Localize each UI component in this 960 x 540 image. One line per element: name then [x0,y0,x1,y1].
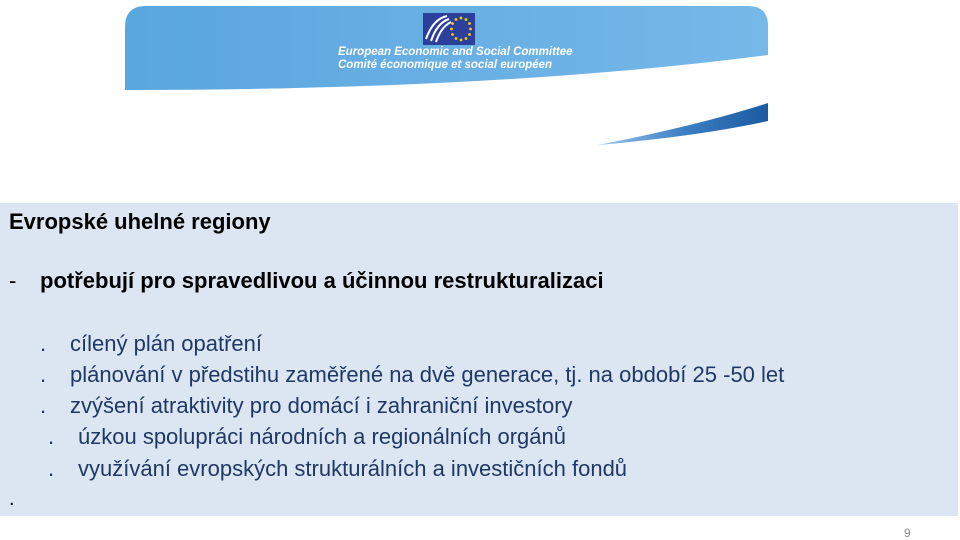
list-item-text: zvýšení atraktivity pro domácí i zahraniční investory [70,393,573,418]
eesc-logo-icon [423,13,475,45]
list-item [48,424,566,450]
list-item [40,393,573,419]
banner-swoosh [598,103,768,145]
list-bullet: . [40,362,47,387]
org-name-fr: Comité économique et social européen [338,59,553,71]
list-item-text: cílený plán opatření [70,331,263,356]
page-number: 9 [904,526,911,540]
list-bullet: . [40,393,47,418]
list-item [48,456,627,482]
header-banner [0,0,960,150]
list-item [40,331,262,357]
lead-marker: - [9,268,17,293]
list-bullet: . [48,424,55,449]
list-item-text: úzkou spolupráci národních a regionálních orgánů [78,424,566,449]
list-bullet: . [40,331,47,356]
list-item-text: plánování v předstihu zaměřené na dvě generace, tj. na období 25 -50 let [70,362,785,387]
lead-statement: potřebují pro spravedlivou a účinnou restrukturalizaci [40,268,604,293]
list-item [40,362,784,388]
org-name-en: European Economic and Social Committee [338,46,573,58]
list-bullet: . [48,456,55,481]
list-item-text: využívání evropských strukturálních a investičních fondů [78,456,628,481]
slide-title: Evropské uhelné regiony [9,209,271,234]
trailing-mark: . [9,488,15,510]
